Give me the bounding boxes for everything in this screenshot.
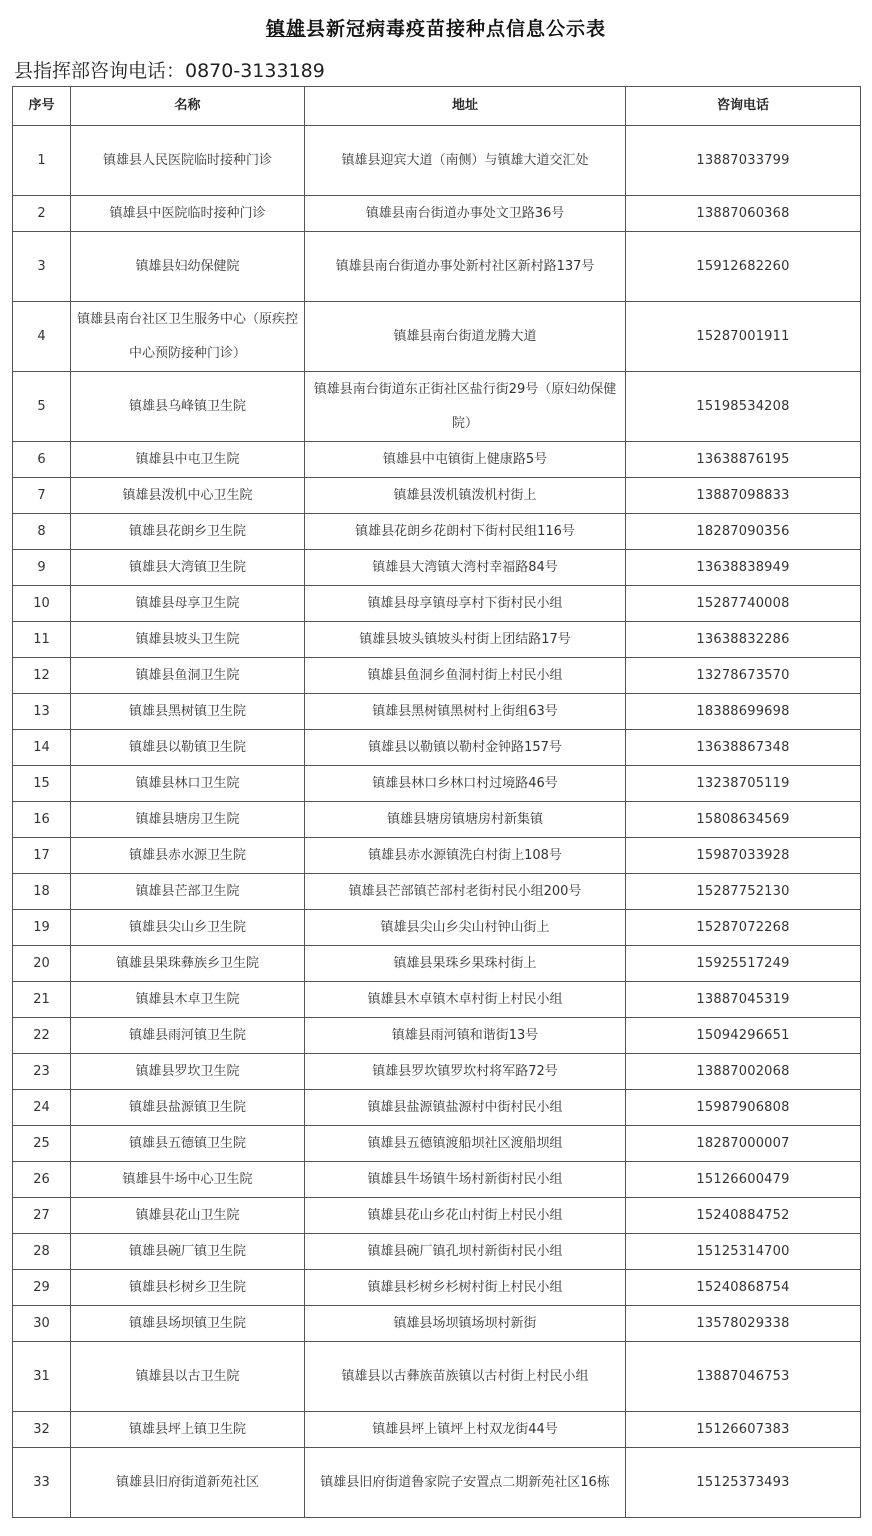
row-name: 镇雄县中医院临时接种门诊 xyxy=(71,196,305,232)
row-phone: 13638867348 xyxy=(626,730,861,766)
row-address: 镇雄县芒部镇芒部村老街村民小组200号 xyxy=(305,874,626,910)
table-row xyxy=(13,1018,861,1054)
row-number: 30 xyxy=(13,1306,71,1342)
row-name: 镇雄县果珠彝族乡卫生院 xyxy=(71,946,305,982)
row-phone: 15125373493 xyxy=(626,1448,861,1518)
row-name: 镇雄县黑树镇卫生院 xyxy=(71,694,305,730)
title-underlined-part: 镇雄 xyxy=(265,18,306,40)
header-no: 序号 xyxy=(13,87,71,126)
table-row xyxy=(13,1412,861,1448)
row-address: 镇雄县母享镇母享村下街村民小组 xyxy=(305,586,626,622)
table-row xyxy=(13,874,861,910)
table-row xyxy=(13,838,861,874)
row-name: 镇雄县罗坎卫生院 xyxy=(71,1054,305,1090)
row-name: 镇雄县尖山乡卫生院 xyxy=(71,910,305,946)
row-address: 镇雄县罗坎镇罗坎村将军路72号 xyxy=(305,1054,626,1090)
row-address: 镇雄县南台街道办事处新村社区新村路137号 xyxy=(305,232,626,302)
row-number: 7 xyxy=(13,478,71,514)
table-row xyxy=(13,1448,861,1518)
title-rest: 县新冠病毒疫苗接种点信息公示表 xyxy=(306,18,607,40)
row-name: 镇雄县妇幼保健院 xyxy=(71,232,305,302)
row-number: 23 xyxy=(13,1054,71,1090)
row-address: 镇雄县大湾镇大湾村幸福路84号 xyxy=(305,550,626,586)
row-name: 镇雄县花山卫生院 xyxy=(71,1198,305,1234)
row-address: 镇雄县南台街道办事处文卫路36号 xyxy=(305,196,626,232)
row-phone: 13238705119 xyxy=(626,766,861,802)
row-number: 16 xyxy=(13,802,71,838)
row-number: 17 xyxy=(13,838,71,874)
table-row xyxy=(13,514,861,550)
row-number: 32 xyxy=(13,1412,71,1448)
row-name: 镇雄县坪上镇卫生院 xyxy=(71,1412,305,1448)
table-row xyxy=(13,1198,861,1234)
row-address: 镇雄县碗厂镇孔坝村新街村民小组 xyxy=(305,1234,626,1270)
row-address: 镇雄县鱼洞乡鱼洞村街上村民小组 xyxy=(305,658,626,694)
row-name: 镇雄县花朗乡卫生院 xyxy=(71,514,305,550)
table-row xyxy=(13,1054,861,1090)
row-address: 镇雄县泼机镇泼机村街上 xyxy=(305,478,626,514)
row-address: 镇雄县花山乡花山村街上村民小组 xyxy=(305,1198,626,1234)
table-row xyxy=(13,302,861,372)
row-phone: 18287090356 xyxy=(626,514,861,550)
table-row xyxy=(13,622,861,658)
row-phone: 13887002068 xyxy=(626,1054,861,1090)
row-address: 镇雄县果珠乡果珠村街上 xyxy=(305,946,626,982)
row-name: 镇雄县林口卫生院 xyxy=(71,766,305,802)
row-number: 20 xyxy=(13,946,71,982)
row-number: 29 xyxy=(13,1270,71,1306)
table-row xyxy=(13,442,861,478)
row-address: 镇雄县以古彝族苗族镇以古村街上村民小组 xyxy=(305,1342,626,1412)
table-row xyxy=(13,478,861,514)
row-name: 镇雄县牛场中心卫生院 xyxy=(71,1162,305,1198)
row-phone: 18388699698 xyxy=(626,694,861,730)
table-row xyxy=(13,658,861,694)
row-address: 镇雄县尖山乡尖山村钟山街上 xyxy=(305,910,626,946)
table-row xyxy=(13,1270,861,1306)
row-phone: 15240868754 xyxy=(626,1270,861,1306)
row-number: 4 xyxy=(13,302,71,372)
table-row xyxy=(13,1306,861,1342)
row-phone: 15987906808 xyxy=(626,1090,861,1126)
row-number: 27 xyxy=(13,1198,71,1234)
row-name: 镇雄县中屯卫生院 xyxy=(71,442,305,478)
row-name: 镇雄县南台社区卫生服务中心（原疾控中心预防接种门诊） xyxy=(71,302,305,372)
row-name: 镇雄县以勒镇卫生院 xyxy=(71,730,305,766)
row-name: 镇雄县塘房卫生院 xyxy=(71,802,305,838)
row-name: 镇雄县木卓卫生院 xyxy=(71,982,305,1018)
vaccination-sites-table xyxy=(12,86,861,1518)
header-phone: 咨询电话 xyxy=(626,87,861,126)
table-row xyxy=(13,372,861,442)
table-row xyxy=(13,982,861,1018)
table-header-row xyxy=(13,87,861,126)
row-phone: 13887033799 xyxy=(626,126,861,196)
row-phone: 15987033928 xyxy=(626,838,861,874)
table-row xyxy=(13,946,861,982)
row-phone: 15198534208 xyxy=(626,372,861,442)
row-number: 28 xyxy=(13,1234,71,1270)
row-number: 22 xyxy=(13,1018,71,1054)
row-name: 镇雄县赤水源卫生院 xyxy=(71,838,305,874)
row-name: 镇雄县大湾镇卫生院 xyxy=(71,550,305,586)
row-phone: 15126607383 xyxy=(626,1412,861,1448)
table-row xyxy=(13,196,861,232)
row-address: 镇雄县黑树镇黑树村上街组63号 xyxy=(305,694,626,730)
row-number: 14 xyxy=(13,730,71,766)
row-number: 26 xyxy=(13,1162,71,1198)
row-phone: 15287072268 xyxy=(626,910,861,946)
row-number: 1 xyxy=(13,126,71,196)
row-phone: 13638832286 xyxy=(626,622,861,658)
row-phone: 15287001911 xyxy=(626,302,861,372)
row-phone: 18287000007 xyxy=(626,1126,861,1162)
row-name: 镇雄县鱼洞卫生院 xyxy=(71,658,305,694)
row-phone: 15287752130 xyxy=(626,874,861,910)
row-number: 11 xyxy=(13,622,71,658)
row-name: 镇雄县人民医院临时接种门诊 xyxy=(71,126,305,196)
table-row xyxy=(13,1162,861,1198)
row-name: 镇雄县坡头卫生院 xyxy=(71,622,305,658)
row-phone: 13638838949 xyxy=(626,550,861,586)
row-number: 31 xyxy=(13,1342,71,1412)
row-name: 镇雄县泼机中心卫生院 xyxy=(71,478,305,514)
row-phone: 15126600479 xyxy=(626,1162,861,1198)
row-address: 镇雄县花朗乡花朗村下街村民组116号 xyxy=(305,514,626,550)
row-name: 镇雄县五德镇卫生院 xyxy=(71,1126,305,1162)
row-number: 5 xyxy=(13,372,71,442)
row-address: 镇雄县牛场镇牛场村新街村民小组 xyxy=(305,1162,626,1198)
row-address: 镇雄县南台街道龙腾大道 xyxy=(305,302,626,372)
row-name: 镇雄县乌峰镇卫生院 xyxy=(71,372,305,442)
row-name: 镇雄县母享卫生院 xyxy=(71,586,305,622)
row-number: 8 xyxy=(13,514,71,550)
row-phone: 15125314700 xyxy=(626,1234,861,1270)
row-name: 镇雄县场坝镇卫生院 xyxy=(71,1306,305,1342)
row-address: 镇雄县以勒镇以勒村金钟路157号 xyxy=(305,730,626,766)
row-number: 25 xyxy=(13,1126,71,1162)
row-address: 镇雄县南台街道东正街社区盐行街29号（原妇幼保健院） xyxy=(305,372,626,442)
row-name: 镇雄县杉树乡卫生院 xyxy=(71,1270,305,1306)
row-number: 19 xyxy=(13,910,71,946)
row-phone: 15925517249 xyxy=(626,946,861,982)
row-name: 镇雄县盐源镇卫生院 xyxy=(71,1090,305,1126)
row-phone: 13278673570 xyxy=(626,658,861,694)
row-number: 10 xyxy=(13,586,71,622)
row-address: 镇雄县坪上镇坪上村双龙街44号 xyxy=(305,1412,626,1448)
row-number: 33 xyxy=(13,1448,71,1518)
row-phone: 15094296651 xyxy=(626,1018,861,1054)
table-row xyxy=(13,766,861,802)
table-row xyxy=(13,730,861,766)
row-address: 镇雄县赤水源镇洗白村街上108号 xyxy=(305,838,626,874)
row-address: 镇雄县中屯镇街上健康路5号 xyxy=(305,442,626,478)
row-address: 镇雄县林口乡林口村过境路46号 xyxy=(305,766,626,802)
row-number: 9 xyxy=(13,550,71,586)
row-address: 镇雄县杉树乡杉树村街上村民小组 xyxy=(305,1270,626,1306)
row-address: 镇雄县坡头镇坡头村街上团结路17号 xyxy=(305,622,626,658)
table-row xyxy=(13,910,861,946)
row-address: 镇雄县盐源镇盐源村中街村民小组 xyxy=(305,1090,626,1126)
row-address: 镇雄县塘房镇塘房村新集镇 xyxy=(305,802,626,838)
header-address: 地址 xyxy=(305,87,626,126)
table-row xyxy=(13,1342,861,1412)
table-row xyxy=(13,1090,861,1126)
row-phone: 13578029338 xyxy=(626,1306,861,1342)
row-phone: 13638876195 xyxy=(626,442,861,478)
row-number: 13 xyxy=(13,694,71,730)
row-phone: 15912682260 xyxy=(626,232,861,302)
row-address: 镇雄县五德镇渡船坝社区渡船坝组 xyxy=(305,1126,626,1162)
table-row xyxy=(13,586,861,622)
row-address: 镇雄县场坝镇场坝村新街 xyxy=(305,1306,626,1342)
row-phone: 15808634569 xyxy=(626,802,861,838)
table-row xyxy=(13,694,861,730)
row-name: 镇雄县碗厂镇卫生院 xyxy=(71,1234,305,1270)
row-phone: 13887060368 xyxy=(626,196,861,232)
row-number: 15 xyxy=(13,766,71,802)
row-name: 镇雄县芒部卫生院 xyxy=(71,874,305,910)
table-row xyxy=(13,1234,861,1270)
row-number: 21 xyxy=(13,982,71,1018)
row-number: 3 xyxy=(13,232,71,302)
row-phone: 15240884752 xyxy=(626,1198,861,1234)
table-row xyxy=(13,232,861,302)
row-phone: 13887045319 xyxy=(626,982,861,1018)
page-title xyxy=(0,14,872,41)
table-row xyxy=(13,550,861,586)
row-name: 镇雄县以古卫生院 xyxy=(71,1342,305,1412)
row-number: 12 xyxy=(13,658,71,694)
row-phone: 13887046753 xyxy=(626,1342,861,1412)
row-address: 镇雄县旧府街道鲁家院子安置点二期新苑社区16栋 xyxy=(305,1448,626,1518)
row-number: 2 xyxy=(13,196,71,232)
header-name: 名称 xyxy=(71,87,305,126)
row-name: 镇雄县雨河镇卫生院 xyxy=(71,1018,305,1054)
table-row xyxy=(13,802,861,838)
row-address: 镇雄县木卓镇木卓村街上村民小组 xyxy=(305,982,626,1018)
row-number: 24 xyxy=(13,1090,71,1126)
hotline-text: 县指挥部咨询电话：0870-3133189 xyxy=(14,60,325,82)
row-address: 镇雄县雨河镇和谐街13号 xyxy=(305,1018,626,1054)
row-address: 镇雄县迎宾大道（南侧）与镇雄大道交汇处 xyxy=(305,126,626,196)
row-number: 6 xyxy=(13,442,71,478)
row-number: 18 xyxy=(13,874,71,910)
row-phone: 15287740008 xyxy=(626,586,861,622)
table-row xyxy=(13,126,861,196)
table-row xyxy=(13,1126,861,1162)
row-phone: 13887098833 xyxy=(626,478,861,514)
row-name: 镇雄县旧府街道新苑社区 xyxy=(71,1448,305,1518)
